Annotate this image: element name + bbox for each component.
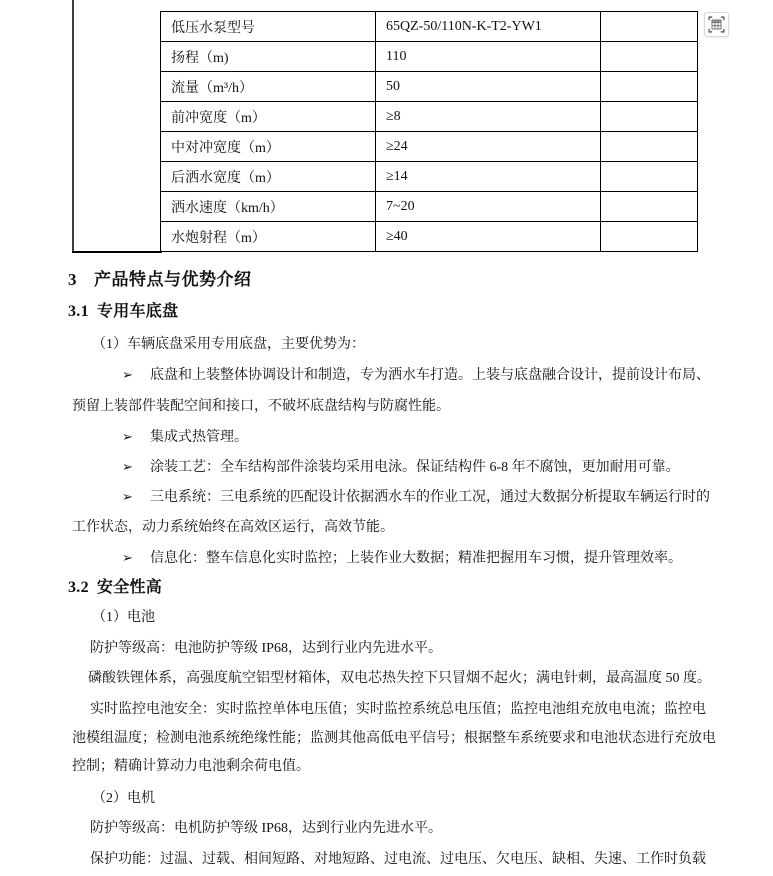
table-select-icon (708, 16, 725, 33)
spec-empty-cell (601, 222, 698, 252)
spec-value-cell: 7~20 (376, 192, 601, 222)
spec-empty-cell (601, 192, 698, 222)
bullet-text: 集成式热管理。 (150, 430, 248, 445)
spec-label-cell: 水炮射程（m） (161, 222, 376, 252)
spec-empty-cell (601, 102, 698, 132)
table-select-button[interactable] (704, 12, 729, 37)
arrow-bullet-icon: ➢ (122, 429, 133, 444)
spec-value-cell: 110 (376, 42, 601, 72)
table-left-column-rule (72, 0, 74, 253)
table-row (161, 132, 698, 162)
table-row (161, 72, 698, 102)
spec-label-cell: 洒水速度（km/h） (161, 192, 376, 222)
paragraph-line: 控制；精确计算动力电池剩余荷电值。 (72, 759, 310, 774)
spec-label-cell: 中对冲宽度（m） (161, 132, 376, 162)
heading-3-1 (68, 302, 178, 323)
spec-empty-cell (601, 162, 698, 192)
table-row (161, 192, 698, 222)
heading-number: 3.1 (68, 303, 89, 320)
bullet-line (122, 367, 710, 385)
arrow-bullet-icon: ➢ (122, 550, 133, 565)
paragraph-line: 保护功能：过温、过载、相间短路、对地短路、过电流、过电压、欠电压、缺相、失速、工作时负载 (90, 852, 706, 867)
bullet-text: 底盘和上装整体协调设计和制造，专为洒水车打造。上装与底盘融合设计，提前设计布局、 (150, 368, 710, 383)
spec-table (160, 11, 698, 252)
paragraph-line: 防护等级高：电机防护等级 IP68，达到行业内先进水平。 (90, 821, 442, 836)
heading-number: 3.2 (68, 579, 89, 596)
spec-value-cell: ≥8 (376, 102, 601, 132)
bullet-text: 信息化：整车信息化实时监控；上装作业大数据；精准把握用车习惯，提升管理效率。 (150, 551, 682, 566)
heading-3-2 (68, 578, 162, 599)
paragraph-line: 磷酸铁锂体系，高强度航空铝型材箱体，双电芯热失控下只冒烟不起火；满电针刺，最高温度 50 度。 (88, 671, 711, 686)
spec-value-cell: ≥14 (376, 162, 601, 192)
table-row (161, 162, 698, 192)
table-row (161, 12, 698, 42)
bullet-text: 三电系统：三电系统的匹配设计依据洒水车的作业工况，通过大数据分析提取车辆运行时的 (150, 490, 710, 505)
heading-title: 产品特点与优势介绍 (94, 270, 252, 289)
heading-title: 安全性高 (96, 579, 163, 596)
heading-3 (68, 269, 252, 291)
heading-number: 3 (68, 270, 77, 289)
paragraph-line: （2）电机 (92, 791, 155, 806)
bullet-line (122, 459, 680, 477)
spec-label-cell: 低压水泵型号 (161, 12, 376, 42)
bullet-line (122, 429, 248, 447)
spec-label-cell: 前冲宽度（m） (161, 102, 376, 132)
spec-empty-cell (601, 42, 698, 72)
table-row (161, 222, 698, 252)
spec-value-cell: 65QZ-50/110N-K-T2-YW1 (376, 12, 601, 42)
spec-label-cell: 流量（m³/h） (161, 72, 376, 102)
spec-value-cell: ≥40 (376, 222, 601, 252)
paragraph-line: （1）车辆底盘采用专用底盘，主要优势为： (92, 337, 365, 352)
bullet-text: 涂装工艺：全车结构部件涂装均采用电泳。保证结构件 6-8 年不腐蚀，更加耐用可靠。 (150, 460, 680, 475)
paragraph-line: 工作状态，动力系统始终在高效区运行，高效节能。 (72, 520, 394, 535)
spec-label-cell: 扬程（m) (161, 42, 376, 72)
arrow-bullet-icon: ➢ (122, 367, 133, 382)
paragraph-line: （1）电池 (92, 610, 155, 625)
heading-title: 专用车底盘 (96, 303, 179, 320)
spec-empty-cell (601, 132, 698, 162)
paragraph-line: 防护等级高：电池防护等级 IP68，达到行业内先进水平。 (90, 641, 442, 656)
spec-empty-cell (601, 12, 698, 42)
paragraph-line: 实时监控电池安全：实时监控单体电压值；实时监控系统总电压值；监控电池组充放电电流；监控电 (90, 702, 706, 717)
arrow-bullet-icon: ➢ (122, 489, 133, 504)
paragraph-line: 预留上装部件装配空间和接口，不破坏底盘结构与防腐性能。 (72, 399, 450, 414)
spec-value-cell: ≥24 (376, 132, 601, 162)
spec-empty-cell (601, 72, 698, 102)
bullet-line (122, 550, 682, 568)
table-left-column-bottom-border (72, 251, 162, 253)
paragraph-line: 池模组温度；检测电池系统绝缘性能；监测其他高低电平信号；根据整车系统要求和电池状态进行充放电 (72, 731, 716, 746)
bullet-line (122, 489, 710, 507)
arrow-bullet-icon: ➢ (122, 459, 133, 474)
spec-value-cell: 50 (376, 72, 601, 102)
table-row (161, 42, 698, 72)
table-row (161, 102, 698, 132)
spec-label-cell: 后洒水宽度（m） (161, 162, 376, 192)
